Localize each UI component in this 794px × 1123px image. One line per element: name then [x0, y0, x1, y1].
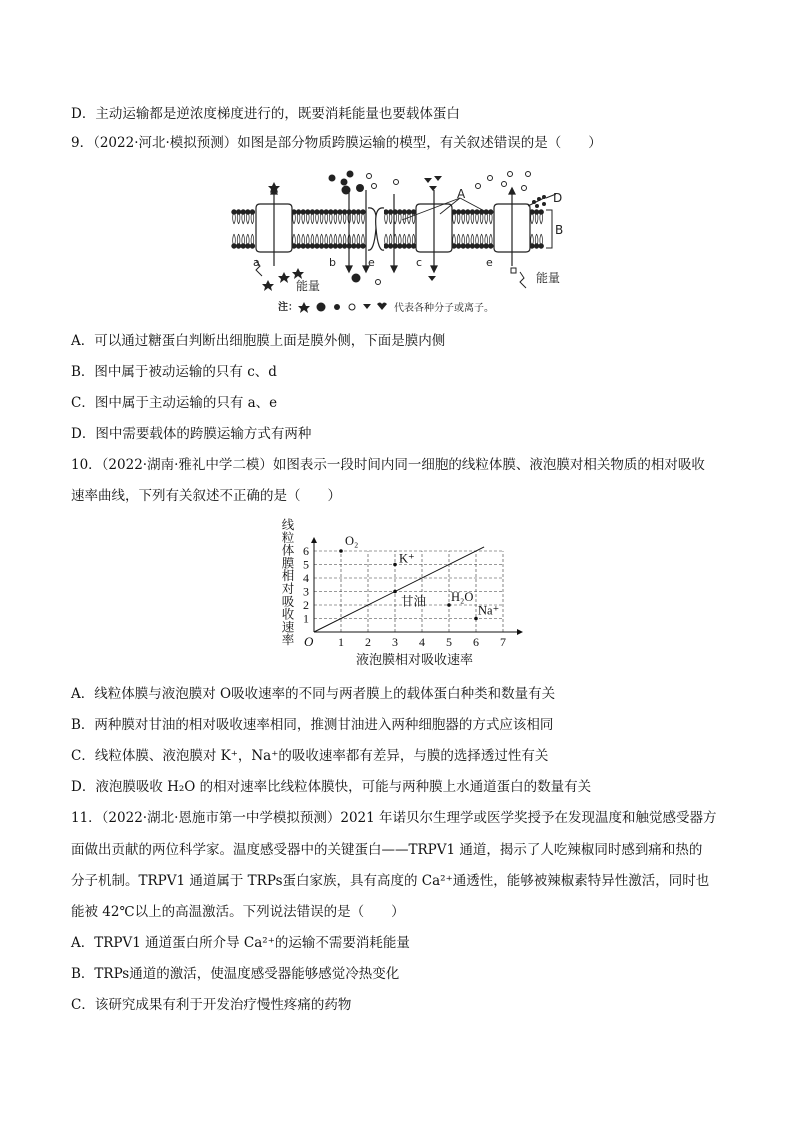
lipid-tail [242, 214, 245, 224]
y-axis-label-char: 粒 [281, 530, 295, 545]
bracket-B [546, 210, 552, 248]
lipid-head [384, 210, 388, 214]
x-tick-label: 6 [473, 635, 479, 649]
lipid-tail [242, 234, 245, 244]
lipid-tail [237, 214, 240, 224]
lipid-tail [466, 214, 469, 224]
y-tick-label: 3 [303, 584, 309, 599]
arrow-d-head [431, 266, 437, 272]
lipid-tail [329, 214, 332, 224]
lipid-tail [352, 234, 355, 244]
lipid-tail [540, 234, 543, 244]
lipid-head [484, 244, 488, 248]
lipid-tail [320, 234, 323, 244]
lipid-tail [334, 214, 337, 224]
lipid-tail [325, 214, 328, 224]
lipid-tail [233, 214, 236, 224]
lipid-head [329, 244, 333, 248]
q10-option-d: D．液泡膜吸收 H₂O 的相对速率比线粒体膜快，可能与两种膜上水通道蛋白的数量有关 [71, 779, 592, 795]
lipid-tail [339, 234, 342, 244]
x-axis-label: 液泡膜相对吸收速率 [355, 652, 474, 667]
lipid-head [456, 244, 460, 248]
lipid-head [352, 244, 356, 248]
lipid-head [475, 210, 479, 214]
lipid-tail [480, 234, 483, 244]
lipid-head [342, 244, 346, 248]
lipid-head [384, 244, 388, 248]
lipid-tail [485, 234, 488, 244]
lipid-head [475, 244, 479, 248]
lipid-head [388, 244, 392, 248]
lipid-tail [311, 214, 314, 224]
lipid-head [246, 244, 250, 248]
lipid-tail [357, 214, 360, 224]
x-tick-label: 2 [365, 635, 371, 649]
q9-option-b: B．图中属于被动运输的只有 c、d [71, 364, 277, 380]
lipid-head [407, 210, 411, 214]
lipid-head [250, 244, 254, 248]
x-tick-label: 7 [500, 635, 506, 649]
lipid-tail [297, 234, 300, 244]
lipid-head [329, 210, 333, 214]
label-e-mid: e [368, 256, 375, 269]
lipid-head [306, 244, 310, 248]
lipid-tail [462, 214, 465, 224]
q10-stem-line1: 10．（2022·湖南·雅礼中学二模）如图表示一段时间内同一细胞的线粒体膜、液泡膜对相关物质的相对吸收 [71, 457, 705, 473]
lipid-head [333, 244, 337, 248]
q9-option-d: D．图中需要载体的跨膜运输方式有两种 [71, 426, 312, 442]
lipid-tail [385, 214, 388, 224]
energy-zigzag-e [520, 272, 526, 288]
figure-note [278, 300, 494, 314]
label-A: A [457, 187, 466, 201]
molecules-outside [268, 171, 531, 195]
note-suffix: 代表各种分子或离子。 [394, 303, 494, 314]
lipid-head [301, 244, 305, 248]
transport-arrows [271, 188, 515, 272]
q10-option-b: B．两种膜对甘油的相对吸收速率相同，推测甘油进入两种细胞器的方式应该相同 [71, 717, 554, 733]
lipid-tail [329, 234, 332, 244]
lipid-tail [408, 214, 411, 224]
q10-stem-line2: 速率曲线，下列有关叙述不正确的是（ ） [71, 488, 341, 504]
lipid-head [250, 210, 254, 214]
glycoprotein [528, 194, 556, 208]
lipid-head [411, 244, 415, 248]
lipid-head [232, 244, 236, 248]
lipid-tail [334, 234, 337, 244]
lipid-tail [293, 234, 296, 244]
lipid-head [301, 210, 305, 214]
lipid-head [411, 210, 415, 214]
lipid-tail [471, 214, 474, 224]
lipid-tail [302, 234, 305, 244]
lipid-tail [362, 234, 365, 244]
lipid-head [319, 244, 323, 248]
lipid-tail [471, 234, 474, 244]
y-tick-label: 2 [303, 598, 309, 612]
label-b: b [329, 256, 336, 269]
y-axis-label-char: 体 [281, 543, 295, 558]
lipid-head [466, 244, 470, 248]
y-axis-label-char: 吸 [281, 594, 295, 609]
x-tick-label: 3 [392, 635, 398, 649]
lipid-tail [316, 234, 319, 244]
data-point [339, 549, 343, 553]
y-axis-label-char: 速 [281, 620, 295, 635]
q11-stem-line4: 能被 42℃以上的高温激活。下列说法错误的是（ ） [71, 904, 405, 920]
lipid-head [310, 210, 314, 214]
lipid-tail [476, 214, 479, 224]
q11-option-b: B．TRPs通道的激活，使温度感受器能够感觉冷热变化 [71, 966, 400, 982]
lipid-head [236, 210, 240, 214]
lipid-tail [476, 234, 479, 244]
lipid-head [315, 244, 319, 248]
note-prefix: 注： [278, 302, 298, 313]
lipid-tail [462, 234, 465, 244]
x-tick-label: 1 [338, 635, 344, 649]
lipid-tail [311, 234, 314, 244]
x-tick-label: 5 [446, 635, 452, 649]
lipid-head [338, 244, 342, 248]
q9-stem: 9．（2022·河北·模拟预测）如图是部分物质跨膜运输的模型，有关叙述错误的是（ ） [71, 135, 602, 151]
lipid-head [388, 210, 392, 214]
channel-protein-left [368, 208, 376, 250]
lipid-tail [535, 214, 538, 224]
lipid-head [361, 244, 365, 248]
lipid-head [342, 210, 346, 214]
lipid-tail [489, 214, 492, 224]
q11-stem-line1: 11．（2022·湖北·恩施市第一中学模拟预测）2021 年诺贝尔生理学或医学奖授予在发现温度和触觉感受器方 [71, 810, 717, 826]
lipid-tail [306, 214, 309, 224]
lipid-head [296, 210, 300, 214]
lipid-tail [343, 234, 346, 244]
lipid-head [319, 210, 323, 214]
lipid-head [456, 210, 460, 214]
lipid-head [398, 244, 402, 248]
lipid-tail [302, 214, 305, 224]
lipid-tail [485, 214, 488, 224]
lipid-head [236, 244, 240, 248]
label-a: a [253, 256, 260, 269]
lipid-tail [453, 214, 456, 224]
lipid-tail [540, 214, 543, 224]
arrow-b-head [346, 266, 352, 272]
lipid-head [246, 210, 250, 214]
arrow-e-head [509, 188, 515, 194]
label-c: c [416, 256, 423, 269]
data-point [393, 563, 397, 567]
lipid-head [407, 244, 411, 248]
q11-stem-line3: 分子机制。TRPV1 通道属于 TRPs蛋白家族，具有高度的 Ca²⁺通透性，能够被辣椒素特异性激活，同时也 [71, 873, 710, 889]
lipid-head [461, 210, 465, 214]
data-point-label: O₂ [345, 534, 359, 548]
lipid-tail [357, 234, 360, 244]
lipid-tail [403, 234, 406, 244]
y-tick-label: 6 [303, 544, 309, 558]
origin-label: O [304, 634, 314, 649]
lipid-tail [398, 214, 401, 224]
q11-stem-line2: 面做出贡献的两位科学家。温度感受器中的关键蛋白——TRPV1 通道，揭示了人吃辣椒同时感到痛和热的 [71, 842, 703, 858]
y-tick-label: 4 [303, 571, 309, 585]
chart-axes [282, 517, 523, 667]
lipid-tail [389, 234, 392, 244]
q10-option-a: A．线粒体膜与液泡膜对 O吸收速率的不同与两者膜上的载体蛋白种类和数量有关 [71, 686, 556, 702]
lipid-tail [233, 234, 236, 244]
lipid-head [398, 210, 402, 214]
lipid-tail [362, 214, 365, 224]
lipid-head [241, 244, 245, 248]
lipid-head [539, 210, 543, 214]
lipid-head [470, 210, 474, 214]
lipid-tail [352, 214, 355, 224]
lipid-tail [297, 214, 300, 224]
lipid-tail [398, 234, 401, 244]
lipid-tail [535, 234, 538, 244]
lipid-head [539, 244, 543, 248]
arrow-e-mid-head [391, 266, 397, 272]
lipid-head [489, 244, 493, 248]
lipid-tail [306, 234, 309, 244]
lipid-head [402, 210, 406, 214]
q9-option-c: C．图中属于主动运输的只有 a、e [71, 395, 278, 411]
label-energy-a: 能量 [296, 279, 321, 293]
lipid-tail [457, 214, 460, 224]
lipid-head [402, 244, 406, 248]
lipid-tail [320, 214, 323, 224]
lipid-head [338, 210, 342, 214]
x-tick-label: 4 [419, 635, 425, 649]
channel-protein-right [376, 208, 384, 250]
lipid-head [315, 210, 319, 214]
label-B: B [555, 223, 564, 237]
lipid-tail [531, 234, 534, 244]
lipid-tail [453, 234, 456, 244]
label-e: e [486, 256, 493, 269]
data-point-label: Na⁺ [478, 603, 500, 618]
lipid-tail [531, 214, 534, 224]
lipid-tail [246, 234, 249, 244]
label-D: D [553, 191, 563, 205]
y-axis-arrow [311, 537, 317, 543]
absorption-rate-chart [278, 516, 523, 671]
lipid-tail [246, 214, 249, 224]
lipid-tail [389, 214, 392, 224]
data-point-label: H₂O [451, 590, 474, 604]
lipid-head [310, 244, 314, 248]
q11-option-a: A．TRPV1 通道蛋白所介导 Ca²⁺的运输不需要消耗能量 [71, 935, 410, 951]
lipid-tail [385, 234, 388, 244]
lipid-head [461, 244, 465, 248]
lipid-tail [408, 234, 411, 244]
lipid-head [324, 210, 328, 214]
lipid-tail [325, 234, 328, 244]
data-point-label: 甘油 [401, 594, 427, 609]
lipid-head [333, 210, 337, 214]
y-tick-label: 1 [303, 611, 309, 626]
lipid-head [470, 244, 474, 248]
x-axis-arrow [517, 629, 523, 635]
lipid-head [296, 244, 300, 248]
membrane-transport-figure [228, 168, 588, 318]
lipid-tail [457, 234, 460, 244]
lipid-head [324, 244, 328, 248]
lipid-tail [316, 214, 319, 224]
lipid-head [306, 210, 310, 214]
lipid-head [534, 244, 538, 248]
lipid-tail [339, 214, 342, 224]
q10-option-c: C．线粒体膜、液泡膜对 K⁺，Na⁺的吸收速率都有差异，与膜的选择透过性有关 [71, 748, 549, 764]
lipid-tail [237, 234, 240, 244]
lipid-head [534, 210, 538, 214]
lipid-head [361, 210, 365, 214]
q8-option-d: D．主动运输都是逆浓度梯度进行的，既要消耗能量也要载体蛋白 [71, 106, 460, 122]
lipid-tail [480, 214, 483, 224]
lipid-head [479, 244, 483, 248]
y-axis-label-char: 线 [281, 518, 295, 532]
lipid-tail [343, 214, 346, 224]
lipid-tail [466, 234, 469, 244]
y-tick-label: 5 [303, 557, 309, 572]
lipid-head [241, 210, 245, 214]
data-point [393, 590, 397, 594]
lipid-head [232, 210, 236, 214]
y-axis-label-char: 对 [281, 582, 295, 596]
y-axis-label-char: 膜 [281, 556, 295, 571]
lipid-tail [293, 214, 296, 224]
data-point-label: K⁺ [399, 551, 415, 566]
y-axis-label-char: 收 [281, 607, 295, 622]
lipid-head [466, 210, 470, 214]
q9-option-a: A．可以通过糖蛋白判断出细胞膜上面是膜外侧，下面是膜内侧 [71, 333, 446, 349]
lipid-head [352, 210, 356, 214]
lipid-tail [412, 234, 415, 244]
y-axis-label-char: 相 [281, 569, 295, 584]
lipid-head [356, 244, 360, 248]
lipid-tail [251, 234, 254, 244]
y-axis-label-char: 率 [281, 633, 295, 648]
label-energy-e: 能量 [536, 271, 561, 285]
lipid-tail [251, 214, 254, 224]
q11-option-c: C．该研究成果有利于开发治疗慢性疼痛的药物 [71, 997, 352, 1013]
lipid-head [356, 210, 360, 214]
chart-marks [314, 534, 499, 632]
lipid-tail [489, 234, 492, 244]
